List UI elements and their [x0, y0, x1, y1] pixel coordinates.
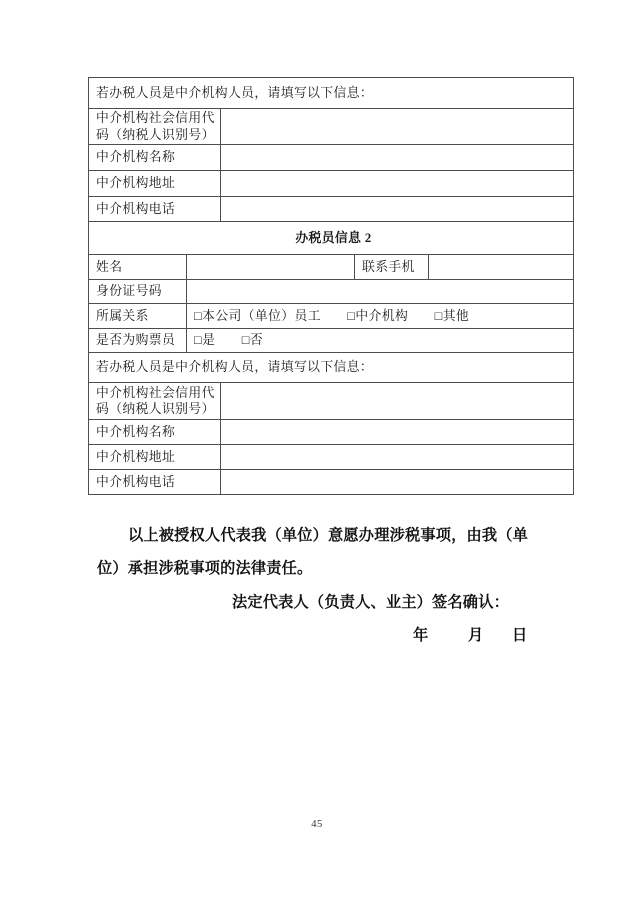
phone-label: 联系手机 [355, 255, 429, 280]
agency2-credit-code-field[interactable] [221, 383, 574, 420]
agency-prompt-2: 若办税人员是中介机构人员，请填写以下信息： [89, 353, 574, 383]
id-number-label: 身份证号码 [89, 280, 187, 304]
declaration-line-1: 以上被授权人代表我（单位）意愿办理涉税事项，由我（单 [128, 527, 529, 544]
tax-agent-form-table [88, 77, 574, 495]
signature-confirmation-line: 法定代表人（负责人、业主）签名确认： [232, 594, 509, 611]
agency1-name-label: 中介机构名称 [89, 145, 221, 171]
agency2-address-field[interactable] [221, 445, 574, 470]
declaration-line-2: 位）承担涉税事项的法律责任。 [97, 560, 313, 577]
page-number: 45 [311, 819, 323, 830]
name-label: 姓名 [89, 255, 187, 280]
agency2-credit-code-label: 中介机构社会信用代码（纳税人识别号） [89, 383, 221, 420]
agency1-credit-code-label: 中介机构社会信用代码（纳税人识别号） [89, 109, 221, 145]
phone-field[interactable] [429, 255, 574, 280]
id-number-field[interactable] [187, 280, 574, 304]
date-month-label: 月 [468, 627, 484, 644]
agency1-phone-field[interactable] [221, 197, 574, 222]
agency1-credit-code-field[interactable] [221, 109, 574, 145]
agency1-address-field[interactable] [221, 171, 574, 197]
ticket-buyer-label: 是否为购票员 [89, 329, 187, 353]
agency1-name-field[interactable] [221, 145, 574, 171]
section2-title: 办税员信息 2 [89, 222, 574, 255]
agency-prompt-1: 若办税人员是中介机构人员，请填写以下信息： [89, 78, 574, 109]
agency2-name-field[interactable] [221, 420, 574, 445]
agency2-address-label: 中介机构地址 [89, 445, 221, 470]
name-field[interactable] [187, 255, 355, 280]
affiliation-options-cell[interactable]: □本公司（单位）员工 □中介机构 □其他 [187, 304, 574, 329]
affiliation-label: 所属关系 [89, 304, 187, 329]
agency1-address-label: 中介机构地址 [89, 171, 221, 197]
date-year-label: 年 [413, 627, 429, 644]
agency1-phone-label: 中介机构电话 [89, 197, 221, 222]
ticket-buyer-options-cell[interactable]: □是 □否 [187, 329, 574, 353]
date-day-label: 日 [512, 627, 528, 644]
agency2-phone-label: 中介机构电话 [89, 470, 221, 495]
agency2-name-label: 中介机构名称 [89, 420, 221, 445]
agency2-phone-field[interactable] [221, 470, 574, 495]
